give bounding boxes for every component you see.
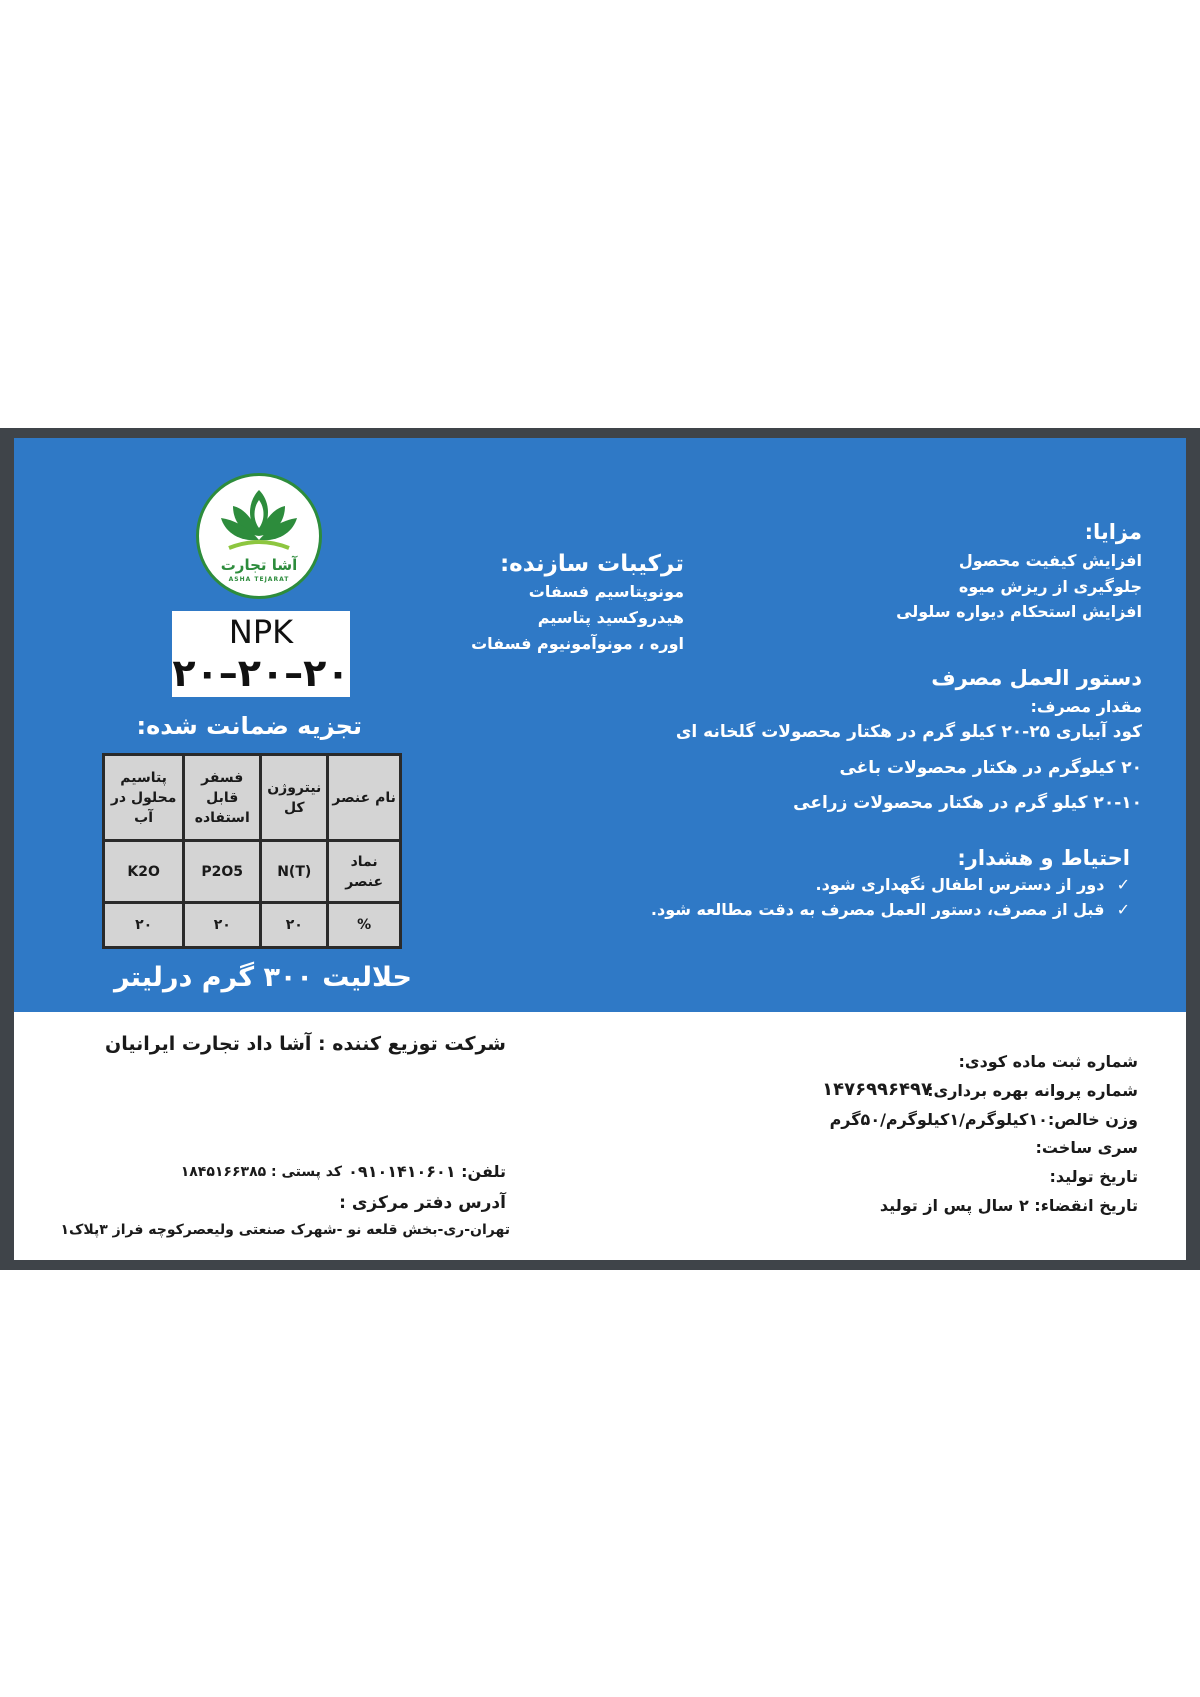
benefit-item: افزایش استحکام دیواره سلولی xyxy=(896,602,1142,621)
npk-box xyxy=(172,611,350,697)
usage-item: کود آبیاری ۲۵-۲۰ کیلو گرم در هکتار محصولات گلخانه ای xyxy=(675,722,1142,742)
benefit-item: جلوگیری از ریزش میوه xyxy=(958,577,1142,596)
table-cell: P2O5 xyxy=(184,841,261,903)
check-icon: ✓ xyxy=(1116,875,1130,894)
batch-label: سری ساخت: xyxy=(1035,1138,1138,1157)
warning-item xyxy=(650,900,1130,919)
usage-item: ۲۰-۱۰ کیلو گرم در هکتار محصولات زراعی xyxy=(793,793,1142,813)
table-cell: نیتروژن کل xyxy=(261,755,328,841)
registration-number-label: شماره ثبت ماده کودی: xyxy=(958,1052,1138,1071)
net-weight-text: وزن خالص:۱۰کیلوگرم/۱کیلوگرم/۵۰گرم xyxy=(829,1110,1138,1129)
table-cell: نماد عنصر xyxy=(328,841,401,903)
table-row xyxy=(104,841,401,903)
warning-item-text: قبل از مصرف، دستور العمل مصرف به دقت مطالعه شود. xyxy=(650,900,1105,919)
npk-title: NPK xyxy=(228,613,294,651)
warning-item-text: دور از دسترس اطفال نگهداری شود. xyxy=(815,875,1105,894)
warning-item xyxy=(690,875,1130,894)
table-cell: K2O xyxy=(104,841,184,903)
benefits-title: مزایا: xyxy=(1084,520,1142,544)
table-cell: فسفر قابل استفاده xyxy=(184,755,261,841)
license-label: شماره پروانه بهره برداری: xyxy=(927,1081,1138,1100)
npk-formula: ۲۰–۲۰–۲۰ xyxy=(172,651,350,695)
analysis-title: تجزیه ضمانت شده: xyxy=(136,712,362,740)
logo-name: آشا تجارت xyxy=(220,556,298,574)
distributor-text: شرکت توزیع کننده : آشا داد تجارت ایرانیان xyxy=(105,1033,506,1055)
usage-subtitle: مقدار مصرف: xyxy=(1030,697,1142,716)
analysis-table xyxy=(102,753,402,949)
table-cell: نام عنصر xyxy=(328,755,401,841)
ingredients-title: ترکیبات سازنده: xyxy=(499,551,684,577)
brand-logo xyxy=(196,473,322,599)
phone-text: تلفن: ۰۹۱۰۱۴۱۰۶۰۱ xyxy=(348,1162,506,1181)
table-cell: N(T) xyxy=(261,841,328,903)
check-icon: ✓ xyxy=(1116,900,1130,919)
benefit-item: افزایش کیفیت محصول xyxy=(958,551,1142,570)
ingredient-item: هیدروکسید پتاسیم xyxy=(537,608,684,627)
solubility-text: حلالیت ۳۰۰ گرم درلیتر xyxy=(113,962,412,993)
table-row xyxy=(104,903,401,948)
expiry-text: تاریخ انقضاء: ۲ سال پس از تولید xyxy=(879,1196,1138,1215)
table-cell: ۲۰ xyxy=(261,903,328,948)
address-text: تهران-ری-بخش قلعه نو -شهرک صنعتی ولیعصرکوچه فراز ۳پلاک۱ xyxy=(60,1222,510,1238)
table-row xyxy=(104,755,401,841)
logo-subtitle: ASHA TEJARAT xyxy=(228,576,290,583)
warning-title: احتیاط و هشدار: xyxy=(957,846,1130,870)
table-cell: % xyxy=(328,903,401,948)
production-date-label: تاریخ تولید: xyxy=(1049,1167,1138,1186)
postal-code-text: کد پستی : ۱۸۴۵۱۶۶۳۸۵ xyxy=(180,1164,342,1180)
usage-item: ۲۰ کیلوگرم در هکتار محصولات باغی xyxy=(839,758,1142,778)
table-cell: ۲۰ xyxy=(184,903,261,948)
address-label: آدرس دفتر مرکزی : xyxy=(339,1193,506,1213)
leaf-emblem-icon xyxy=(199,478,319,558)
license-number: ۱۴۷۶۹۹۶۴۹۷ xyxy=(822,1079,932,1100)
usage-title: دستور العمل مصرف xyxy=(931,666,1142,690)
table-cell: پتاسیم محلول در آب xyxy=(104,755,184,841)
table-cell: ۲۰ xyxy=(104,903,184,948)
ingredient-item: مونوپتاسیم فسفات xyxy=(528,582,684,601)
ingredient-item: اوره ، مونوآمونیوم فسفات xyxy=(471,634,684,653)
